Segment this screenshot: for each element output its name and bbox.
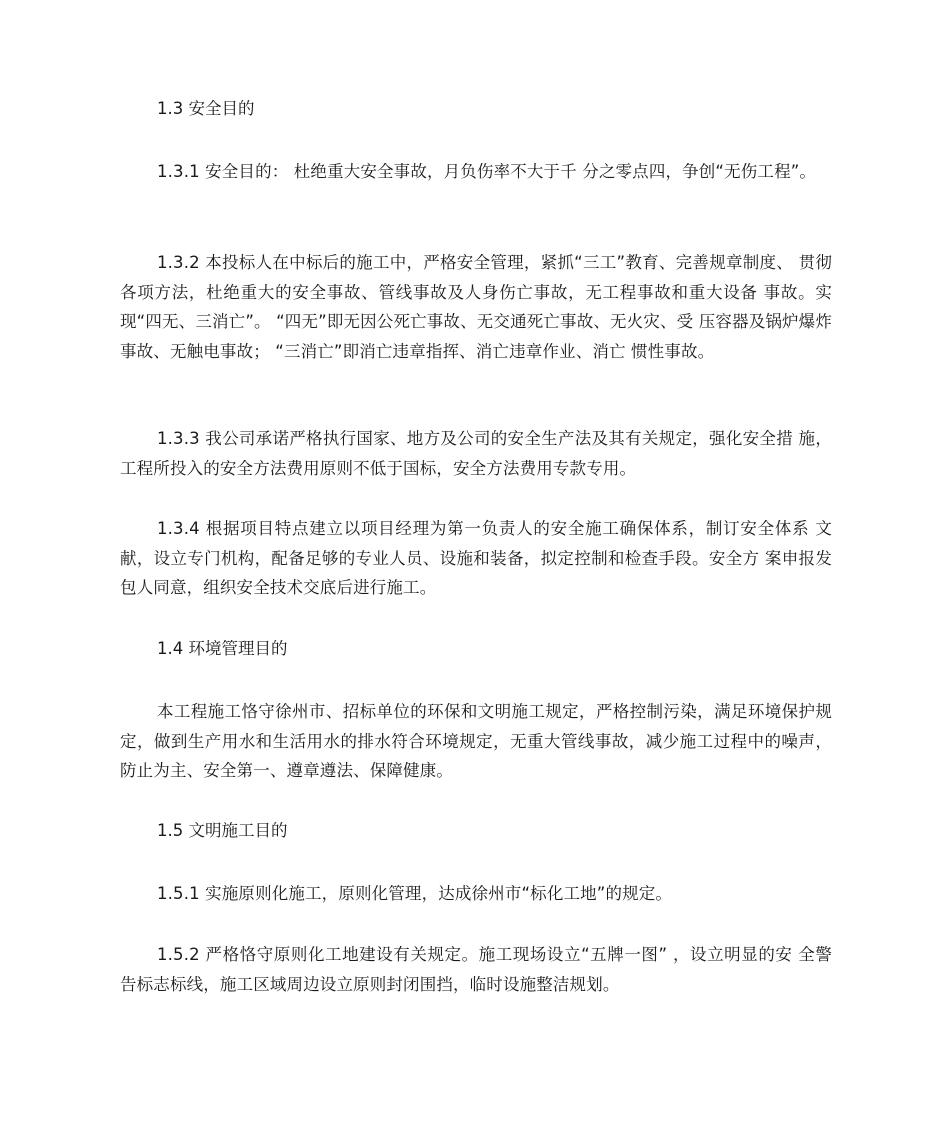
paragraph-1-3-3: 1.3.3 我公司承诺严格执行国家、地方及公司的安全生产法及其有关规定，强化安全措 施，工程所投入的安全方法费用原则不低于国标，安全方法费用专款专用。 xyxy=(120,429,832,478)
paragraph-1-3-2: 1.3.2 本投标人在中标后的施工中，严格安全管理，紧抓“三工”教育、完善规章制度、 贯彻各项方法，杜绝重大的安全事故、管线事故及人身伤亡事故，无工程事故和重大设备 事故。实现“四无、三消亡”。 “四无”即无因公死亡事故、无交通死亡事故、无火灾、受 压容器及锅炉爆炸事故、无触电事故； “三消亡”即消亡违章指挥、消亡违章作业、消亡 惯性事故。 xyxy=(120,253,832,361)
paragraph-1-3-1: 1.3.1 安全目的： 杜绝重大安全事故，月负伤率不大于千 分之零点四，争创“无伤工程”。 xyxy=(157,162,817,181)
paragraph-1-3-4: 1.3.4 根据项目特点建立以项目经理为第一负责人的安全施工确保体系，制订安全体系 文献，设立专门机构，配备足够的专业人员、设施和装备，拟定控制和检查手段。安全方 案申报发包人同意，组织安全技术交底后进行施工。 xyxy=(120,519,832,597)
section-heading-1-4: 1.4 环境管理目的 xyxy=(157,639,288,658)
section-heading-1-5: 1.5 文明施工目的 xyxy=(157,821,288,840)
section-heading-1-3: 1.3 安全目的 xyxy=(157,99,255,118)
paragraph-1-5-2: 1.5.2 严格恪守原则化工地建设有关规定。施工现场设立“五牌一图” ，设立明显的安 全警告标志标线，施工区域周边设立原则封闭围挡，临时设施整洁规划。 xyxy=(120,945,832,994)
paragraph-1-5-1: 1.5.1 实施原则化施工，原则化管理，达成徐州市“标化工地”的规定。 xyxy=(157,884,673,903)
paragraph-environment: 本工程施工恪守徐州市、招标单位的环保和文明施工规定，严格控制污染，满足环境保护规定，做到生产用水和生活用水的排水符合环境规定，无重大管线事故，减少施工过程中的噪声，防止为主、安全第一、遵章遵法、保障健康。 xyxy=(120,702,832,780)
